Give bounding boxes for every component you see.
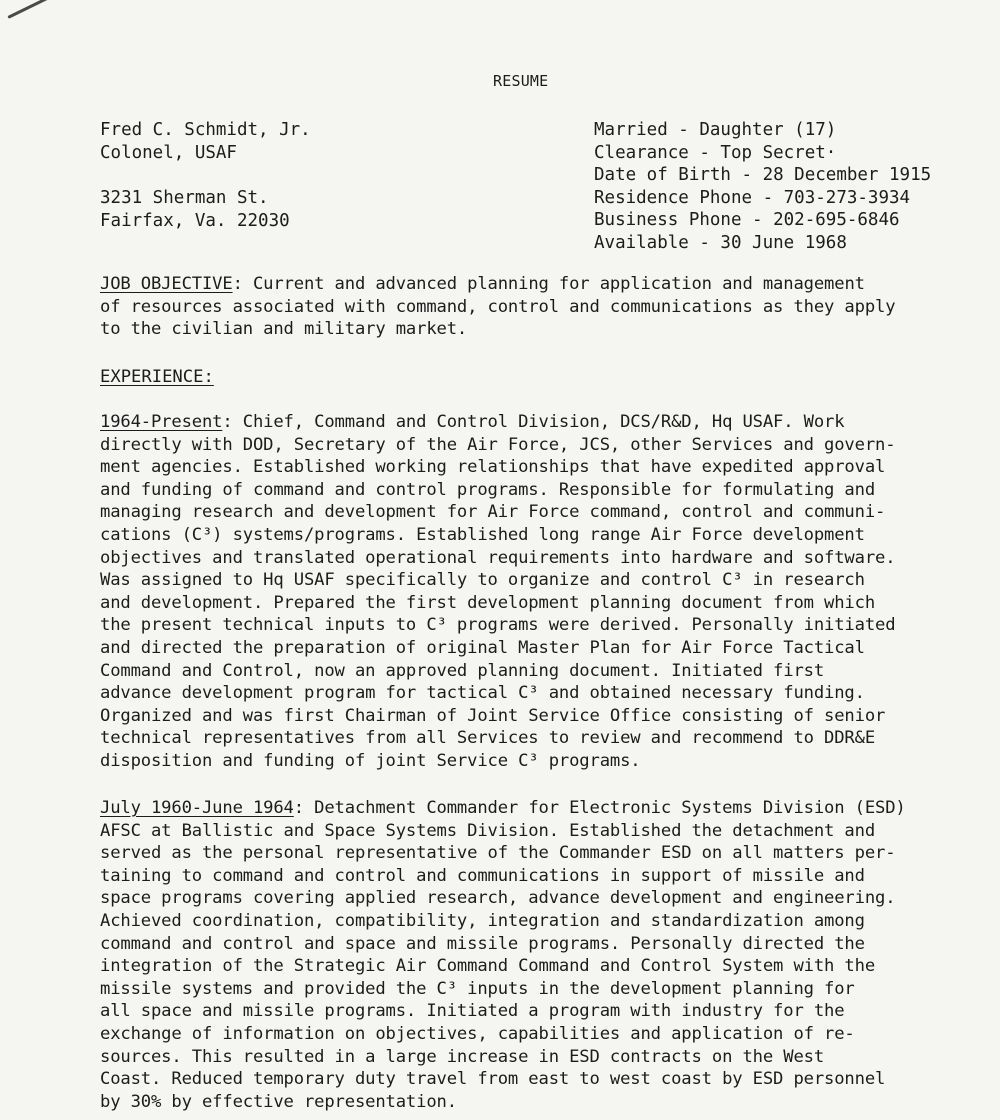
entry-line: disposition and funding of joint Service C³ programs. — [100, 750, 641, 771]
entry-line: ment agencies. Established working relationships that have expedited approval — [100, 457, 886, 478]
address-city: Fairfax, Va. 22030 — [100, 210, 290, 231]
entry-line: and directed the preparation of original Master Plan for Air Force Tactical — [100, 637, 865, 658]
job-objective-line: of resources associated with command, control and communications as they apply — [100, 296, 896, 317]
detail-line: Married - Daughter (17) — [594, 120, 837, 140]
staple-mark — [7, 0, 66, 19]
entry-line: July 1960-June 1964: Detachment Commander for Electronic Systems Division (ESD) — [100, 798, 906, 818]
entry-line: objectives and translated operational requirements into hardware and software. — [100, 547, 896, 568]
entry-line: all space and missile programs. Initiated a program with industry for the — [100, 1001, 845, 1022]
detail-line: Clearance - Top Secret· — [594, 142, 837, 163]
entry-line: Was assigned to Hq USAF specifically to organize and control C³ in research — [100, 570, 865, 591]
entry-line: and funding of command and control programs. Responsible for formulating and — [100, 479, 876, 500]
entry-line: AFSC at Ballistic and Space Systems Division. Established the detachment and — [100, 820, 876, 841]
entry-line: command and control and space and missile programs. Personally directed the — [100, 933, 865, 954]
entry-line: Achieved coordination, compatibility, integration and standardization among — [100, 910, 865, 931]
detail-line: Available - 30 June 1968 — [594, 232, 847, 253]
detail-line: Business Phone - 202-695-6846 — [594, 210, 900, 231]
person-rank: Colonel, USAF — [100, 142, 237, 163]
entry-line: sources. This resulted in a large increase in ESD contracts on the West — [100, 1046, 825, 1067]
person-name: Fred C. Schmidt, Jr. — [100, 120, 311, 140]
entry-line: directly with DOD, Secretary of the Air Force, JCS, other Services and govern- — [100, 434, 896, 455]
detail-line: Residence Phone - 703-273-3934 — [594, 187, 911, 208]
entry-line: and development. Prepared the first development planning document from which — [100, 592, 876, 613]
entry-line: served as the personal representative of the Commander ESD on all matters per- — [100, 843, 896, 864]
personal-details-block — [594, 119, 931, 255]
job-objective-line: to the civilian and military market. — [100, 319, 468, 340]
experience-entry-1960-1964 — [100, 797, 980, 1113]
job-objective-label: JOB OBJECTIVE — [100, 274, 233, 294]
entry-line: exchange of information on objectives, capabilities and application of re- — [100, 1023, 855, 1044]
entry-line: integration of the Strategic Air Command Command and Control System with the — [100, 956, 876, 977]
entry-line: cations (C³) systems/programs. Established long range Air Force development — [100, 524, 865, 545]
entry-line: advance development program for tactical C³ and obtained necessary funding. — [100, 683, 865, 704]
entry-line: managing research and development for Air Force command, control and communi- — [100, 502, 886, 523]
experience-heading: EXPERIENCE: — [100, 367, 214, 387]
address-street: 3231 Sherman St. — [100, 188, 269, 208]
entry-line: taining to command and control and communications in support of missile and — [100, 865, 865, 886]
entry-line: Coast. Reduced temporary duty travel from east to west coast by ESD personnel — [100, 1069, 886, 1090]
entry-line: Organized and was first Chairman of Joint Service Office consisting of senior — [100, 705, 886, 726]
entry-line: 1964-Present: Chief, Command and Control Division, DCS/R&D, Hq USAF. Work — [100, 412, 845, 432]
entry-line: technical representatives from all Services to review and recommend to DDR&E — [100, 728, 876, 749]
experience-entry-1964-present — [100, 411, 980, 773]
entry-line: missile systems and provided the C³ inputs in the development planning for — [100, 978, 855, 999]
contact-block — [100, 119, 311, 232]
entry-date-label: 1964-Present — [100, 412, 223, 432]
entry-line: space programs covering applied research, advance development and engineering. — [100, 888, 896, 909]
entry-date-label: July 1960-June 1964 — [100, 798, 294, 818]
job-objective-section — [100, 273, 980, 341]
job-objective-line: JOB OBJECTIVE: Current and advanced planning for application and management — [100, 274, 865, 294]
entry-line: Command and Control, now an approved planning document. Initiated first — [100, 660, 825, 681]
detail-line: Date of Birth - 28 December 1915 — [594, 165, 932, 186]
entry-line: by 30% by effective representation. — [100, 1091, 457, 1112]
entry-line: the present technical inputs to C³ programs were derived. Personally initiated — [100, 615, 896, 636]
document-title: RESUME — [493, 72, 549, 90]
